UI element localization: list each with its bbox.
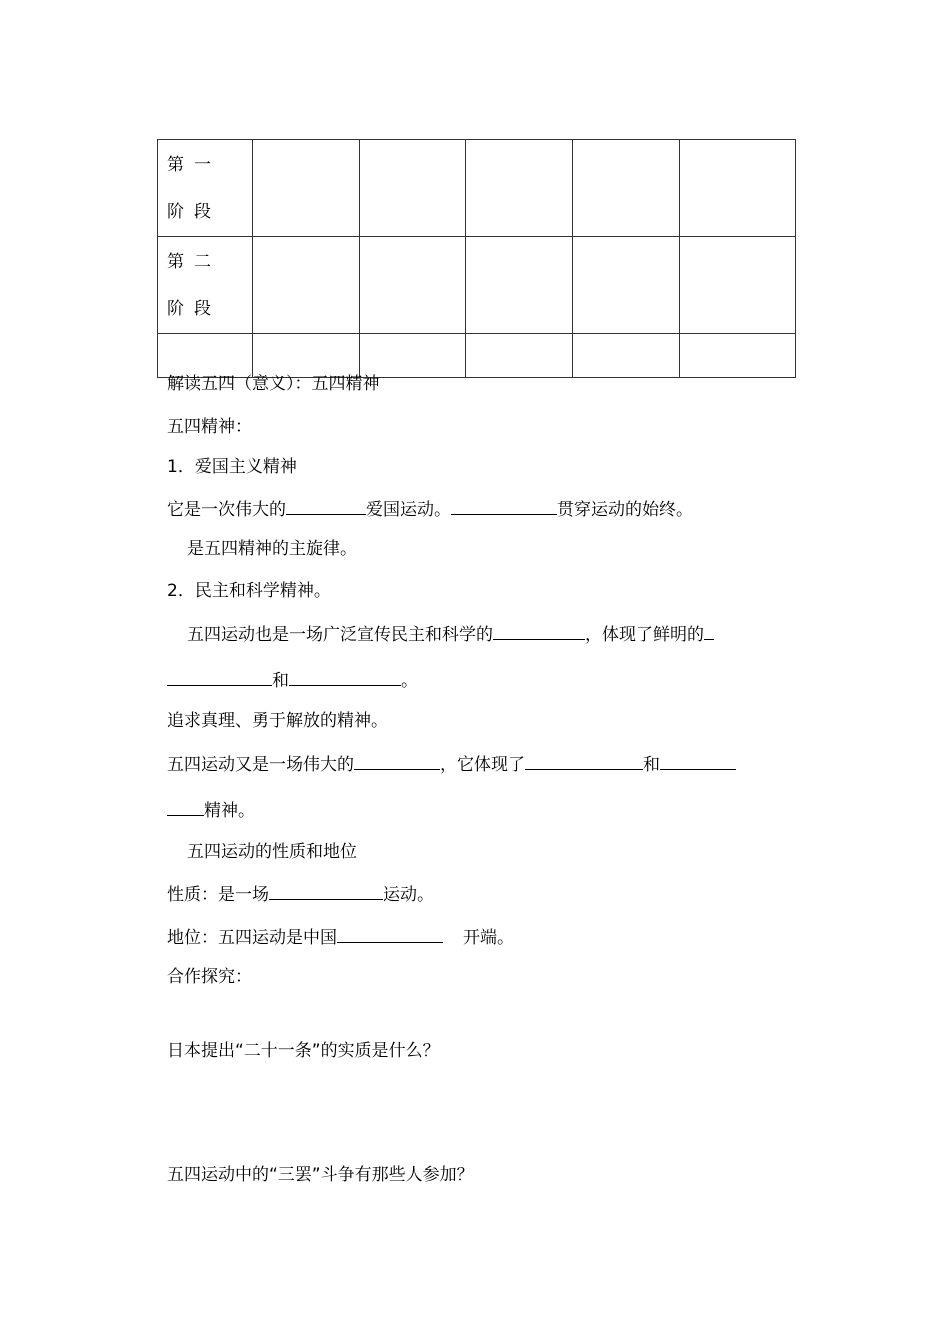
item1-line-2: 是五四精神的主旋律。 xyxy=(187,539,357,559)
stage-table xyxy=(157,139,796,378)
table-row xyxy=(158,140,796,237)
great-line-2 xyxy=(167,798,255,822)
item1-line xyxy=(167,497,693,521)
item2-text-c: 和 xyxy=(272,671,289,691)
item1-text-a: 它是一次伟大的 xyxy=(167,500,286,520)
table-cell xyxy=(466,140,573,237)
fill-blank[interactable] xyxy=(167,798,204,816)
stage-label-cell xyxy=(158,334,253,378)
item2-line-2 xyxy=(167,668,418,692)
nature-title: 五四运动的性质和地位 xyxy=(187,842,357,862)
status-text-a: 地位：五四运动是中国 xyxy=(167,928,337,948)
table-cell xyxy=(360,140,466,237)
fill-blank[interactable] xyxy=(289,668,401,686)
stage-label-cell xyxy=(158,140,253,237)
fill-blank[interactable] xyxy=(167,668,272,686)
coop-label: 合作探究： xyxy=(167,967,252,987)
item2-title: 2．民主和科学精神。 xyxy=(167,581,331,601)
spirit-label: 五四精神： xyxy=(167,417,252,437)
question-2: 五四运动中的“三罢”斗争有那些人参加？ xyxy=(167,1165,474,1185)
item2-text-b: ，体现了鲜明的 xyxy=(585,625,704,645)
table-cell xyxy=(466,237,573,334)
truth-line: 追求真理、勇于解放的精神。 xyxy=(167,711,388,731)
fill-blank[interactable] xyxy=(704,622,714,640)
item1-text-c: 贯穿运动的始终。 xyxy=(557,500,693,520)
item2-line xyxy=(187,622,714,646)
stage-label-cell xyxy=(158,237,253,334)
table-row xyxy=(158,237,796,334)
table-cell xyxy=(360,237,466,334)
table-cell xyxy=(680,237,796,334)
table-row xyxy=(158,334,796,378)
fill-blank[interactable] xyxy=(451,497,557,515)
great-text-d: 精神。 xyxy=(204,801,255,821)
great-text-b: ，它体现了 xyxy=(440,755,525,775)
table-cell xyxy=(360,334,466,378)
fill-blank[interactable] xyxy=(354,752,440,770)
fill-blank[interactable] xyxy=(493,622,585,640)
great-line xyxy=(167,752,736,776)
item2-text-a: 五四运动也是一场广泛宣传民主和科学的 xyxy=(187,625,493,645)
stage-label: 第一阶段 xyxy=(167,155,221,222)
item1-title: 1．爱国主义精神 xyxy=(167,457,297,477)
great-text-c: 和 xyxy=(643,755,660,775)
status-line xyxy=(167,925,514,949)
table-cell xyxy=(680,334,796,378)
stage-label: 第二阶段 xyxy=(167,252,221,319)
great-text-a: 五四运动又是一场伟大的 xyxy=(167,755,354,775)
nature-line xyxy=(167,882,434,906)
item2-text-d: 。 xyxy=(401,671,418,691)
table-cell xyxy=(466,334,573,378)
fill-blank[interactable] xyxy=(269,882,383,900)
section-heading: 解读五四（意义）：五四精神 xyxy=(167,374,380,394)
fill-blank[interactable] xyxy=(525,752,643,770)
table-cell xyxy=(253,334,360,378)
item1-text-b: 爱国运动。 xyxy=(366,500,451,520)
fill-blank[interactable] xyxy=(337,925,443,943)
table-cell xyxy=(573,334,680,378)
fill-blank[interactable] xyxy=(660,752,736,770)
table-cell xyxy=(680,140,796,237)
table-cell xyxy=(573,237,680,334)
nature-text-a: 性质：是一场 xyxy=(167,885,269,905)
fill-blank[interactable] xyxy=(286,497,366,515)
table-cell xyxy=(253,140,360,237)
table-cell xyxy=(253,237,360,334)
nature-text-b: 运动。 xyxy=(383,885,434,905)
table-cell xyxy=(573,140,680,237)
status-text-b: 开端。 xyxy=(463,928,514,948)
question-1: 日本提出“二十一条”的实质是什么？ xyxy=(167,1041,440,1061)
